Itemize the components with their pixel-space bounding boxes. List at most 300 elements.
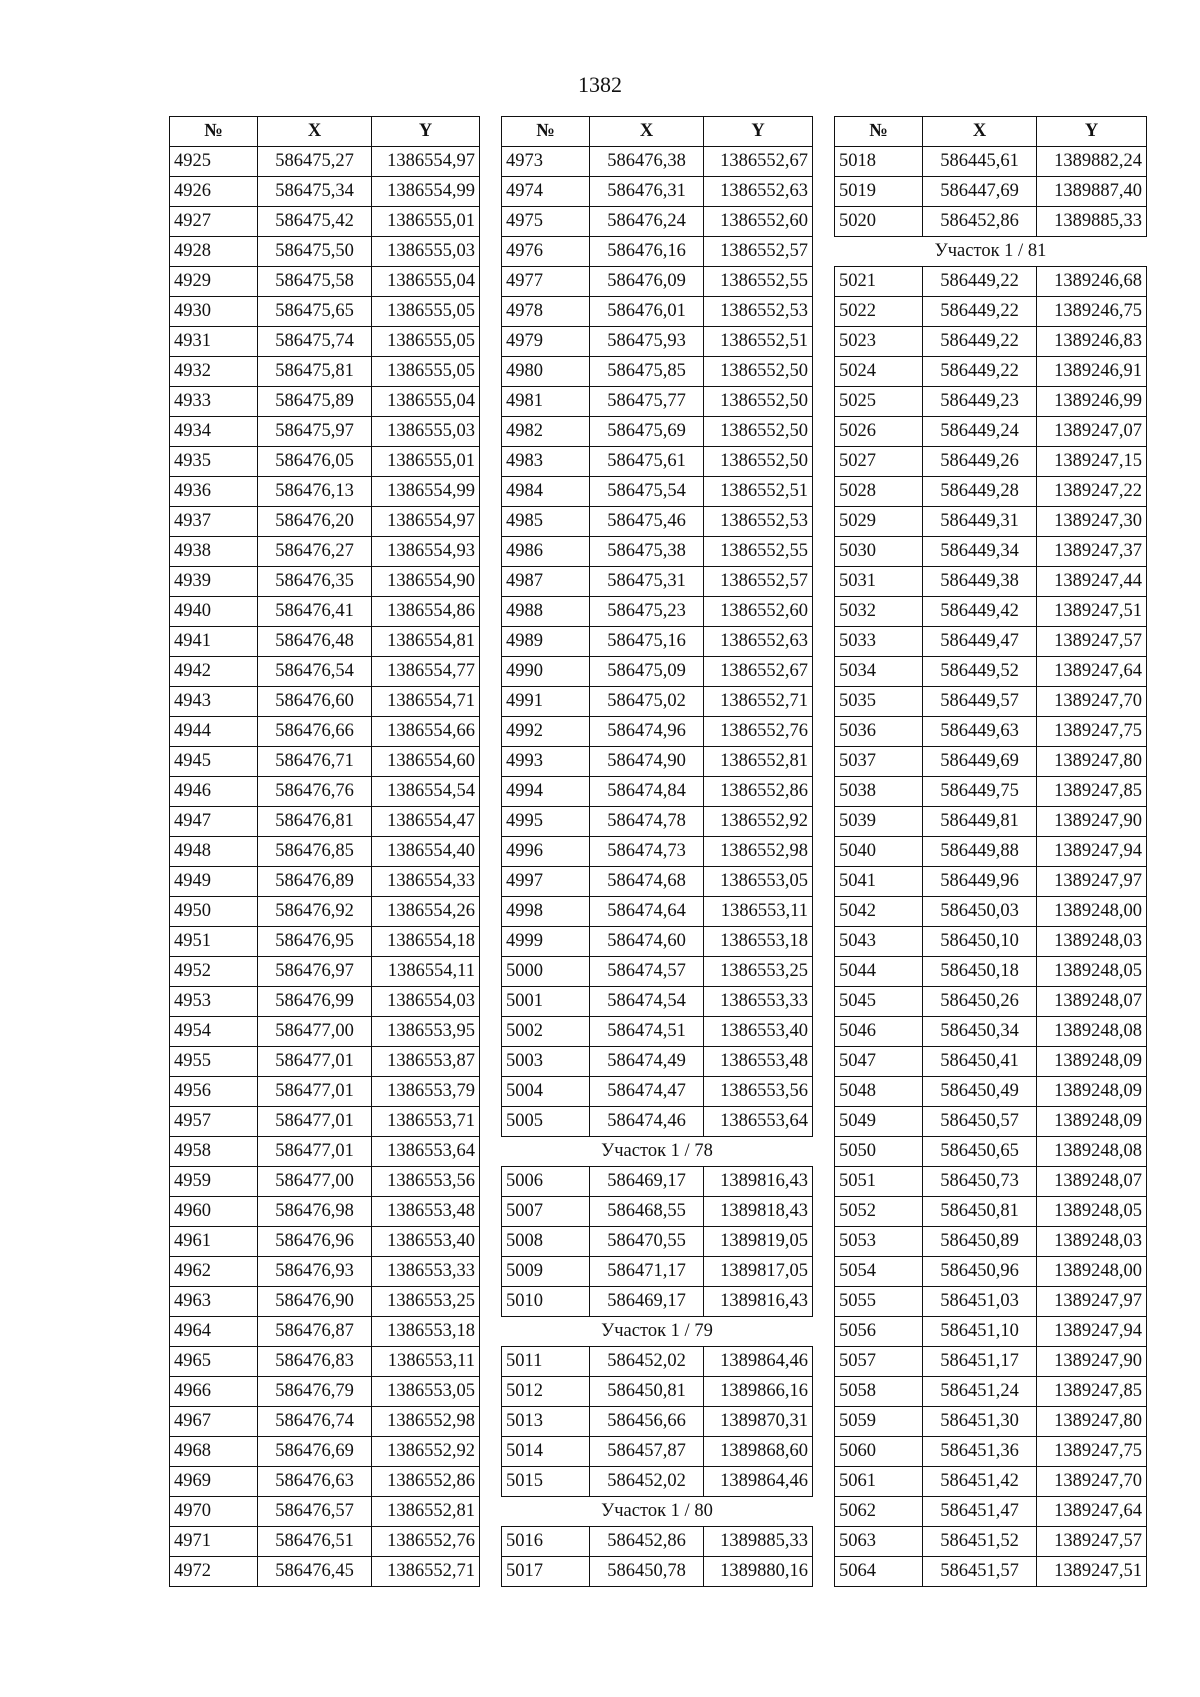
x-coordinate-cell: 586476,90 [258,1287,372,1317]
table-row [170,927,480,957]
table-row [835,747,1147,777]
table-row [502,747,813,777]
y-coordinate-cell: 1389247,97 [1037,867,1147,897]
point-number-cell: 5063 [835,1527,923,1557]
x-coordinate-cell: 586476,09 [590,267,704,297]
y-coordinate-cell: 1386553,40 [372,1227,480,1257]
y-coordinate-cell: 1389817,05 [704,1257,813,1287]
table-row [170,1497,480,1527]
x-coordinate-cell: 586475,65 [258,297,372,327]
point-number-cell: 5043 [835,927,923,957]
y-coordinate-cell: 1386555,03 [372,417,480,447]
x-coordinate-cell: 586449,23 [923,387,1037,417]
point-number-cell: 4984 [502,477,590,507]
y-coordinate-cell: 1386553,11 [704,897,813,927]
point-number-cell: 5003 [502,1047,590,1077]
table-row [502,357,813,387]
y-coordinate-cell: 1386553,05 [372,1377,480,1407]
x-coordinate-cell: 586450,81 [590,1377,704,1407]
table-row [170,777,480,807]
table-row [170,507,480,537]
point-number-cell: 5056 [835,1317,923,1347]
point-number-cell: 4960 [170,1197,258,1227]
x-coordinate-cell: 586474,73 [590,837,704,867]
point-number-cell: 4999 [502,927,590,957]
table-row [502,957,813,987]
table-row [170,1527,480,1557]
point-number-cell: 5057 [835,1347,923,1377]
x-coordinate-cell: 586475,61 [590,447,704,477]
x-coordinate-cell: 586457,87 [590,1437,704,1467]
table-row [170,717,480,747]
table-row [170,627,480,657]
y-coordinate-cell: 1386553,33 [704,987,813,1017]
table-row [502,1527,813,1557]
x-coordinate-cell: 586449,81 [923,807,1037,837]
y-coordinate-cell: 1386552,55 [704,267,813,297]
point-number-cell: 4961 [170,1227,258,1257]
x-coordinate-cell: 586451,36 [923,1437,1037,1467]
x-coordinate-cell: 586450,89 [923,1227,1037,1257]
table-row [835,567,1147,597]
x-coordinate-cell: 586477,01 [258,1137,372,1167]
y-coordinate-cell: 1386554,33 [372,867,480,897]
table-row [835,657,1147,687]
x-coordinate-cell: 586450,96 [923,1257,1037,1287]
x-coordinate-cell: 586476,97 [258,957,372,987]
x-coordinate-cell: 586475,42 [258,207,372,237]
table-row [170,807,480,837]
x-coordinate-cell: 586476,66 [258,717,372,747]
table-row [170,747,480,777]
y-coordinate-cell: 1386553,25 [372,1287,480,1317]
y-coordinate-cell: 1389247,80 [1037,1407,1147,1437]
table-row [835,537,1147,567]
table-row [170,1167,480,1197]
table-row [502,237,813,267]
point-number-cell: 4977 [502,267,590,297]
table-row [502,627,813,657]
point-number-cell: 4941 [170,627,258,657]
point-number-cell: 5016 [502,1527,590,1557]
table-row [170,1047,480,1077]
point-number-cell: 4948 [170,837,258,867]
x-coordinate-cell: 586475,09 [590,657,704,687]
point-number-cell: 5041 [835,867,923,897]
section-row [835,237,1147,267]
y-coordinate-cell: 1386553,56 [704,1077,813,1107]
point-number-cell: 5054 [835,1257,923,1287]
y-coordinate-cell: 1389247,97 [1037,1287,1147,1317]
table-row [835,807,1147,837]
point-number-cell: 5034 [835,657,923,687]
header-row [835,117,1147,147]
x-coordinate-cell: 586469,17 [590,1287,704,1317]
point-number-cell: 4964 [170,1317,258,1347]
table-row [170,477,480,507]
y-coordinate-cell: 1389882,24 [1037,147,1147,177]
point-number-cell: 4971 [170,1527,258,1557]
point-number-cell: 5017 [502,1557,590,1587]
y-coordinate-cell: 1386554,66 [372,717,480,747]
table-row [502,1197,813,1227]
section-row [502,1497,813,1527]
x-coordinate-cell: 586475,93 [590,327,704,357]
y-coordinate-cell: 1386555,05 [372,297,480,327]
point-number-cell: 4980 [502,357,590,387]
table-row [835,1227,1147,1257]
table-row [502,1437,813,1467]
table-row [502,897,813,927]
y-coordinate-cell: 1386552,53 [704,507,813,537]
x-coordinate-cell: 586449,75 [923,777,1037,807]
x-coordinate-cell: 586451,42 [923,1467,1037,1497]
x-coordinate-cell: 586449,24 [923,417,1037,447]
point-number-cell: 4985 [502,507,590,537]
header-number: № [170,117,258,147]
table-row [170,1257,480,1287]
x-coordinate-cell: 586475,85 [590,357,704,387]
table-row [502,327,813,357]
point-number-cell: 5023 [835,327,923,357]
table-row [835,477,1147,507]
table-row [835,1467,1147,1497]
table-row [170,1227,480,1257]
y-coordinate-cell: 1386555,03 [372,237,480,267]
table-row [170,417,480,447]
table-row [835,837,1147,867]
point-number-cell: 4967 [170,1407,258,1437]
point-number-cell: 5024 [835,357,923,387]
y-coordinate-cell: 1389248,05 [1037,1197,1147,1227]
table-row [835,507,1147,537]
x-coordinate-cell: 586450,34 [923,1017,1037,1047]
y-coordinate-cell: 1386553,64 [704,1107,813,1137]
x-coordinate-cell: 586449,26 [923,447,1037,477]
header-x: X [590,117,704,147]
y-coordinate-cell: 1386552,55 [704,537,813,567]
point-number-cell: 5055 [835,1287,923,1317]
table-row [835,627,1147,657]
x-coordinate-cell: 586449,47 [923,627,1037,657]
table-row [835,1527,1147,1557]
point-number-cell: 5022 [835,297,923,327]
x-coordinate-cell: 586476,69 [258,1437,372,1467]
x-coordinate-cell: 586477,01 [258,1107,372,1137]
x-coordinate-cell: 586476,16 [590,237,704,267]
x-coordinate-cell: 586449,88 [923,837,1037,867]
y-coordinate-cell: 1386554,71 [372,687,480,717]
x-coordinate-cell: 586449,31 [923,507,1037,537]
x-coordinate-cell: 586476,05 [258,447,372,477]
table-row [170,567,480,597]
y-coordinate-cell: 1386554,81 [372,627,480,657]
header-x: X [923,117,1037,147]
point-number-cell: 5052 [835,1197,923,1227]
x-coordinate-cell: 586445,61 [923,147,1037,177]
section-row [502,1317,813,1347]
x-coordinate-cell: 586450,73 [923,1167,1037,1197]
y-coordinate-cell: 1389247,30 [1037,507,1147,537]
table-row [502,177,813,207]
point-number-cell: 4962 [170,1257,258,1287]
x-coordinate-cell: 586449,22 [923,297,1037,327]
y-coordinate-cell: 1386553,40 [704,1017,813,1047]
y-coordinate-cell: 1389247,75 [1037,717,1147,747]
x-coordinate-cell: 586470,55 [590,1227,704,1257]
y-coordinate-cell: 1386554,86 [372,597,480,627]
y-coordinate-cell: 1389247,75 [1037,1437,1147,1467]
table-row [835,1497,1147,1527]
point-number-cell: 4968 [170,1437,258,1467]
y-coordinate-cell: 1386554,18 [372,927,480,957]
y-coordinate-cell: 1389247,90 [1037,807,1147,837]
table-row [502,867,813,897]
y-coordinate-cell: 1386552,53 [704,297,813,327]
x-coordinate-cell: 586476,27 [258,537,372,567]
x-coordinate-cell: 586476,35 [258,567,372,597]
table-row [835,297,1147,327]
table-row [835,1017,1147,1047]
point-number-cell: 5033 [835,627,923,657]
point-number-cell: 4975 [502,207,590,237]
point-number-cell: 5028 [835,477,923,507]
point-number-cell: 4933 [170,387,258,417]
y-coordinate-cell: 1386553,25 [704,957,813,987]
y-coordinate-cell: 1389247,85 [1037,1377,1147,1407]
point-number-cell: 5060 [835,1437,923,1467]
table-row [170,1017,480,1047]
table-row [835,1347,1147,1377]
point-number-cell: 4946 [170,777,258,807]
y-coordinate-cell: 1386552,71 [704,687,813,717]
point-number-cell: 4925 [170,147,258,177]
header-row [170,117,480,147]
y-coordinate-cell: 1386552,50 [704,417,813,447]
point-number-cell: 4983 [502,447,590,477]
table-row [835,1047,1147,1077]
table-row [835,1407,1147,1437]
point-number-cell: 4982 [502,417,590,447]
table-row [835,597,1147,627]
y-coordinate-cell: 1389247,07 [1037,417,1147,447]
x-coordinate-cell: 586450,41 [923,1047,1037,1077]
point-number-cell: 5025 [835,387,923,417]
point-number-cell: 5061 [835,1467,923,1497]
x-coordinate-cell: 586474,46 [590,1107,704,1137]
x-coordinate-cell: 586476,51 [258,1527,372,1557]
y-coordinate-cell: 1389864,46 [704,1467,813,1497]
y-coordinate-cell: 1389246,75 [1037,297,1147,327]
table-row [502,1407,813,1437]
x-coordinate-cell: 586477,00 [258,1167,372,1197]
y-coordinate-cell: 1389247,80 [1037,747,1147,777]
y-coordinate-cell: 1389864,46 [704,1347,813,1377]
y-coordinate-cell: 1386552,51 [704,477,813,507]
x-coordinate-cell: 586452,02 [590,1467,704,1497]
header-y: Y [372,117,480,147]
point-number-cell: 5010 [502,1287,590,1317]
x-coordinate-cell: 586477,01 [258,1047,372,1077]
table-row [170,1197,480,1227]
point-number-cell: 4990 [502,657,590,687]
y-coordinate-cell: 1389868,60 [704,1437,813,1467]
y-coordinate-cell: 1389887,40 [1037,177,1147,207]
y-coordinate-cell: 1386552,67 [704,147,813,177]
y-coordinate-cell: 1386552,51 [704,327,813,357]
table-row [502,267,813,297]
y-coordinate-cell: 1389248,05 [1037,957,1147,987]
x-coordinate-cell: 586474,57 [590,957,704,987]
x-coordinate-cell: 586474,90 [590,747,704,777]
table-row [170,1287,480,1317]
y-coordinate-cell: 1389247,94 [1037,837,1147,867]
point-number-cell: 4935 [170,447,258,477]
x-coordinate-cell: 586449,42 [923,597,1037,627]
y-coordinate-cell: 1386552,81 [704,747,813,777]
point-number-cell: 4929 [170,267,258,297]
point-number-cell: 4989 [502,627,590,657]
x-coordinate-cell: 586469,17 [590,1167,704,1197]
x-coordinate-cell: 586476,38 [590,147,704,177]
table-row [170,357,480,387]
table-row [170,177,480,207]
table-row [835,417,1147,447]
point-number-cell: 5039 [835,807,923,837]
table-row [170,267,480,297]
table-row [502,1557,813,1587]
table-row [835,357,1147,387]
x-coordinate-cell: 586476,99 [258,987,372,1017]
table-row [170,327,480,357]
x-coordinate-cell: 586450,65 [923,1137,1037,1167]
table-row [170,987,480,1017]
y-coordinate-cell: 1386552,50 [704,447,813,477]
point-number-cell: 4958 [170,1137,258,1167]
table-row [170,387,480,417]
table-row [502,1287,813,1317]
y-coordinate-cell: 1386552,98 [704,837,813,867]
x-coordinate-cell: 586450,03 [923,897,1037,927]
point-number-cell: 5021 [835,267,923,297]
point-number-cell: 4979 [502,327,590,357]
point-number-cell: 4927 [170,207,258,237]
point-number-cell: 5037 [835,747,923,777]
point-number-cell: 5049 [835,1107,923,1137]
y-coordinate-cell: 1389248,07 [1037,1167,1147,1197]
y-coordinate-cell: 1389248,09 [1037,1107,1147,1137]
x-coordinate-cell: 586475,38 [590,537,704,567]
point-number-cell: 5059 [835,1407,923,1437]
section-row [502,1137,813,1167]
y-coordinate-cell: 1389247,22 [1037,477,1147,507]
table-row [502,597,813,627]
point-number-cell: 5062 [835,1497,923,1527]
x-coordinate-cell: 586449,52 [923,657,1037,687]
table-row [835,1137,1147,1167]
y-coordinate-cell: 1386555,01 [372,447,480,477]
point-number-cell: 5004 [502,1077,590,1107]
x-coordinate-cell: 586476,48 [258,627,372,657]
table-row [835,1437,1147,1467]
x-coordinate-cell: 586476,13 [258,477,372,507]
table-row [170,867,480,897]
y-coordinate-cell: 1386554,93 [372,537,480,567]
table-row [170,687,480,717]
point-number-cell: 5050 [835,1137,923,1167]
point-number-cell: 5012 [502,1377,590,1407]
y-coordinate-cell: 1389247,85 [1037,777,1147,807]
x-coordinate-cell: 586477,01 [258,1077,372,1107]
x-coordinate-cell: 586476,60 [258,687,372,717]
point-number-cell: 4996 [502,837,590,867]
x-coordinate-cell: 586450,49 [923,1077,1037,1107]
point-number-cell: 5032 [835,597,923,627]
y-coordinate-cell: 1386555,01 [372,207,480,237]
coordinates-table [169,116,480,1587]
y-coordinate-cell: 1389248,03 [1037,927,1147,957]
y-coordinate-cell: 1389247,64 [1037,657,1147,687]
y-coordinate-cell: 1386553,87 [372,1047,480,1077]
y-coordinate-cell: 1389248,00 [1037,897,1147,927]
y-coordinate-cell: 1386555,04 [372,387,480,417]
y-coordinate-cell: 1389246,83 [1037,327,1147,357]
y-coordinate-cell: 1389247,57 [1037,627,1147,657]
point-number-cell: 4928 [170,237,258,267]
table-row [502,1017,813,1047]
table-row [502,1377,813,1407]
point-number-cell: 4969 [170,1467,258,1497]
y-coordinate-cell: 1386553,79 [372,1077,480,1107]
table-row [502,1257,813,1287]
y-coordinate-cell: 1389880,16 [704,1557,813,1587]
point-number-cell: 5038 [835,777,923,807]
x-coordinate-cell: 586475,02 [590,687,704,717]
y-coordinate-cell: 1386552,67 [704,657,813,687]
x-coordinate-cell: 586474,84 [590,777,704,807]
table-row [835,1107,1147,1137]
table-row [835,207,1147,237]
table-row [170,657,480,687]
x-coordinate-cell: 586474,68 [590,867,704,897]
table-row [502,717,813,747]
point-number-cell: 5030 [835,537,923,567]
x-coordinate-cell: 586452,86 [923,207,1037,237]
x-coordinate-cell: 586449,57 [923,687,1037,717]
point-number-cell: 4978 [502,297,590,327]
x-coordinate-cell: 586449,69 [923,747,1037,777]
point-number-cell: 5019 [835,177,923,207]
table-row [835,717,1147,747]
x-coordinate-cell: 586450,57 [923,1107,1037,1137]
point-number-cell: 4959 [170,1167,258,1197]
x-coordinate-cell: 586476,79 [258,1377,372,1407]
y-coordinate-cell: 1386552,57 [704,567,813,597]
y-coordinate-cell: 1386555,05 [372,357,480,387]
x-coordinate-cell: 586476,76 [258,777,372,807]
y-coordinate-cell: 1389248,08 [1037,1017,1147,1047]
table-row [170,1437,480,1467]
point-number-cell: 4988 [502,597,590,627]
x-coordinate-cell: 586475,81 [258,357,372,387]
x-coordinate-cell: 586449,22 [923,357,1037,387]
table-row [835,447,1147,477]
point-number-cell: 5006 [502,1167,590,1197]
point-number-cell: 5053 [835,1227,923,1257]
point-number-cell: 4973 [502,147,590,177]
y-coordinate-cell: 1386552,60 [704,597,813,627]
point-number-cell: 4951 [170,927,258,957]
